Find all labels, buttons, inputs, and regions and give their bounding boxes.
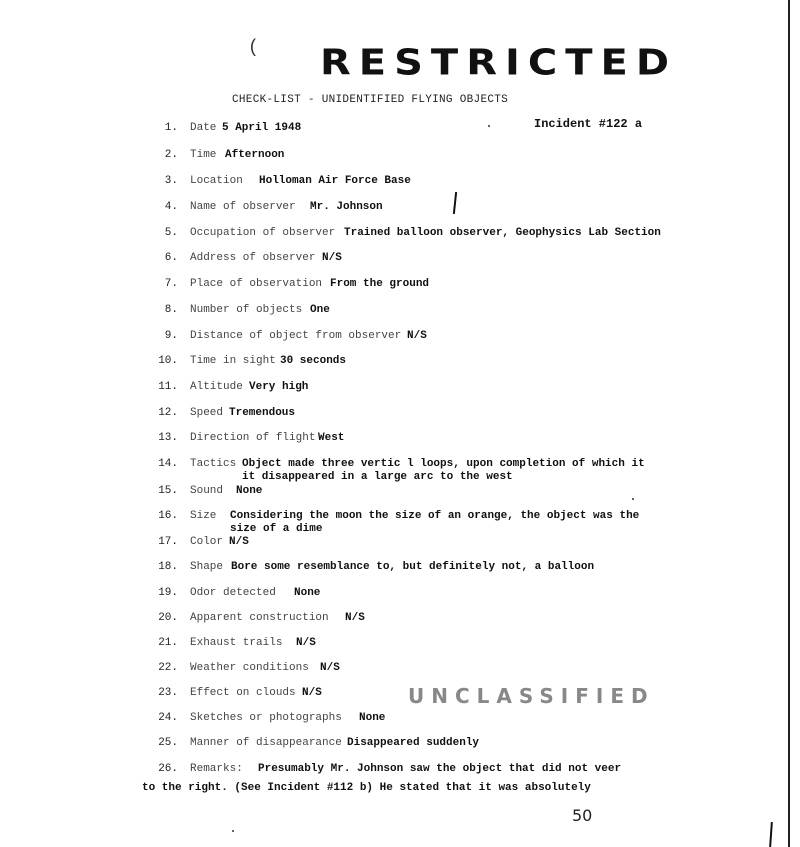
item-label: Color xyxy=(190,536,224,548)
item-label: Place of observation xyxy=(190,278,323,290)
item-value: N/S xyxy=(229,536,249,548)
item-number: 12. xyxy=(158,407,178,419)
item-value: None xyxy=(359,712,386,724)
incident-number: Incident #122 a xyxy=(534,117,643,131)
item-value: N/S xyxy=(322,252,342,264)
item-label: Location xyxy=(190,175,243,187)
item-number: 20. xyxy=(158,612,178,624)
item-label: Effect on clouds xyxy=(190,687,296,699)
item-label: Tactics xyxy=(190,458,237,470)
item-number: 14. xyxy=(158,458,178,470)
item-label: Time xyxy=(190,149,217,161)
item-label: Odor detected xyxy=(190,587,276,599)
item-value: Afternoon xyxy=(225,149,285,161)
item-value: One xyxy=(310,304,330,316)
item-number: 10. xyxy=(158,355,178,367)
item-number: 2. xyxy=(164,149,178,161)
item-value: None xyxy=(294,587,321,599)
item-value: 5 April 1948 xyxy=(222,122,302,134)
item-label: Direction of flight xyxy=(190,432,316,444)
item-label: Number of objects xyxy=(190,304,303,316)
item-value: None xyxy=(236,485,263,497)
item-label: Exhaust trails xyxy=(190,637,283,649)
item-label: Time in sight xyxy=(190,355,276,367)
item-label: Sound xyxy=(190,485,224,497)
stamp-mark: ( xyxy=(248,38,259,58)
item-label: Distance of object from observer xyxy=(190,330,402,342)
pen-tick-mark xyxy=(453,192,457,214)
item-number: 16. xyxy=(158,510,178,522)
scan-edge-mark xyxy=(769,822,773,847)
item-value: Trained balloon observer, Geophysics Lab Section xyxy=(344,227,661,239)
item-label: Date xyxy=(190,122,217,134)
item-value: N/S xyxy=(296,637,316,649)
item-number: 17. xyxy=(158,536,178,548)
item-value: 30 seconds xyxy=(280,355,347,367)
item-number: 19. xyxy=(158,587,178,599)
item-value: N/S xyxy=(302,687,322,699)
item-number: 4. xyxy=(164,201,178,213)
item-value: Presumably Mr. Johnson saw the object that did not veer xyxy=(258,763,622,775)
item-value: Very high xyxy=(249,381,309,393)
item-value: N/S xyxy=(407,330,427,342)
item-number: 25. xyxy=(158,737,178,749)
item-number: 21. xyxy=(158,637,178,649)
restricted-stamp: RESTRICTED xyxy=(320,42,678,84)
page-number: 50 xyxy=(572,806,593,825)
item-number: 6. xyxy=(164,252,178,264)
item-number: 15. xyxy=(158,485,178,497)
item-number: 1. xyxy=(164,122,178,134)
item-value: Tremendous xyxy=(229,407,296,419)
item-number: 9. xyxy=(164,330,178,342)
item-label: Remarks: xyxy=(190,763,243,775)
item-value: Disappeared suddenly xyxy=(347,737,480,749)
item-label: Address of observer xyxy=(190,252,316,264)
item-number: 11. xyxy=(158,381,178,393)
document-heading: CHECK-LIST - UNIDENTIFIED FLYING OBJECTS xyxy=(232,94,509,106)
item-label: Manner of disappearance xyxy=(190,737,342,749)
item-value: Mr. Johnson xyxy=(310,201,383,213)
item-number: 22. xyxy=(158,662,178,674)
item-number: 8. xyxy=(164,304,178,316)
item-label: Weather conditions xyxy=(190,662,309,674)
item-value: West xyxy=(318,432,345,444)
item-number: 23. xyxy=(158,687,178,699)
item-label: Speed xyxy=(190,407,224,419)
item-number: 26. xyxy=(158,763,178,775)
item-value-continued: it disappeared in a large arc to the west xyxy=(242,471,513,483)
item-number: 24. xyxy=(158,712,178,724)
item-label: Size xyxy=(190,510,217,522)
item-number: 7. xyxy=(164,278,178,290)
item-value: N/S xyxy=(345,612,365,624)
unclassified-stamp: UNCLASSIFIED xyxy=(408,684,655,708)
scan-speck xyxy=(232,830,234,832)
item-label: Name of observer xyxy=(190,201,296,213)
item-label: Shape xyxy=(190,561,224,573)
scan-edge-line xyxy=(788,0,790,847)
item-number: 5. xyxy=(164,227,178,239)
item-label: Apparent construction xyxy=(190,612,329,624)
item-label: Occupation of observer xyxy=(190,227,336,239)
item-value: Holloman Air Force Base xyxy=(259,175,411,187)
item-number: 18. xyxy=(158,561,178,573)
item-value: Considering the moon the size of an orange, the object was the xyxy=(230,510,640,522)
item-label: Altitude xyxy=(190,381,243,393)
item-value: N/S xyxy=(320,662,340,674)
scan-speck xyxy=(632,498,634,500)
item-value: Bore some resemblance to, but definitely not, a balloon xyxy=(231,561,595,573)
item-number: 13. xyxy=(158,432,178,444)
item-number: 3. xyxy=(164,175,178,187)
remarks-continued: to the right. (See Incident #112 b) He stated that it was absolutely xyxy=(142,782,591,794)
item-label: Sketches or photographs xyxy=(190,712,342,724)
item-value-continued: size of a dime xyxy=(230,523,323,535)
item-value: Object made three vertic l loops, upon completion of which it xyxy=(242,458,645,470)
item-value: From the ground xyxy=(330,278,430,290)
scan-speck xyxy=(488,125,490,127)
